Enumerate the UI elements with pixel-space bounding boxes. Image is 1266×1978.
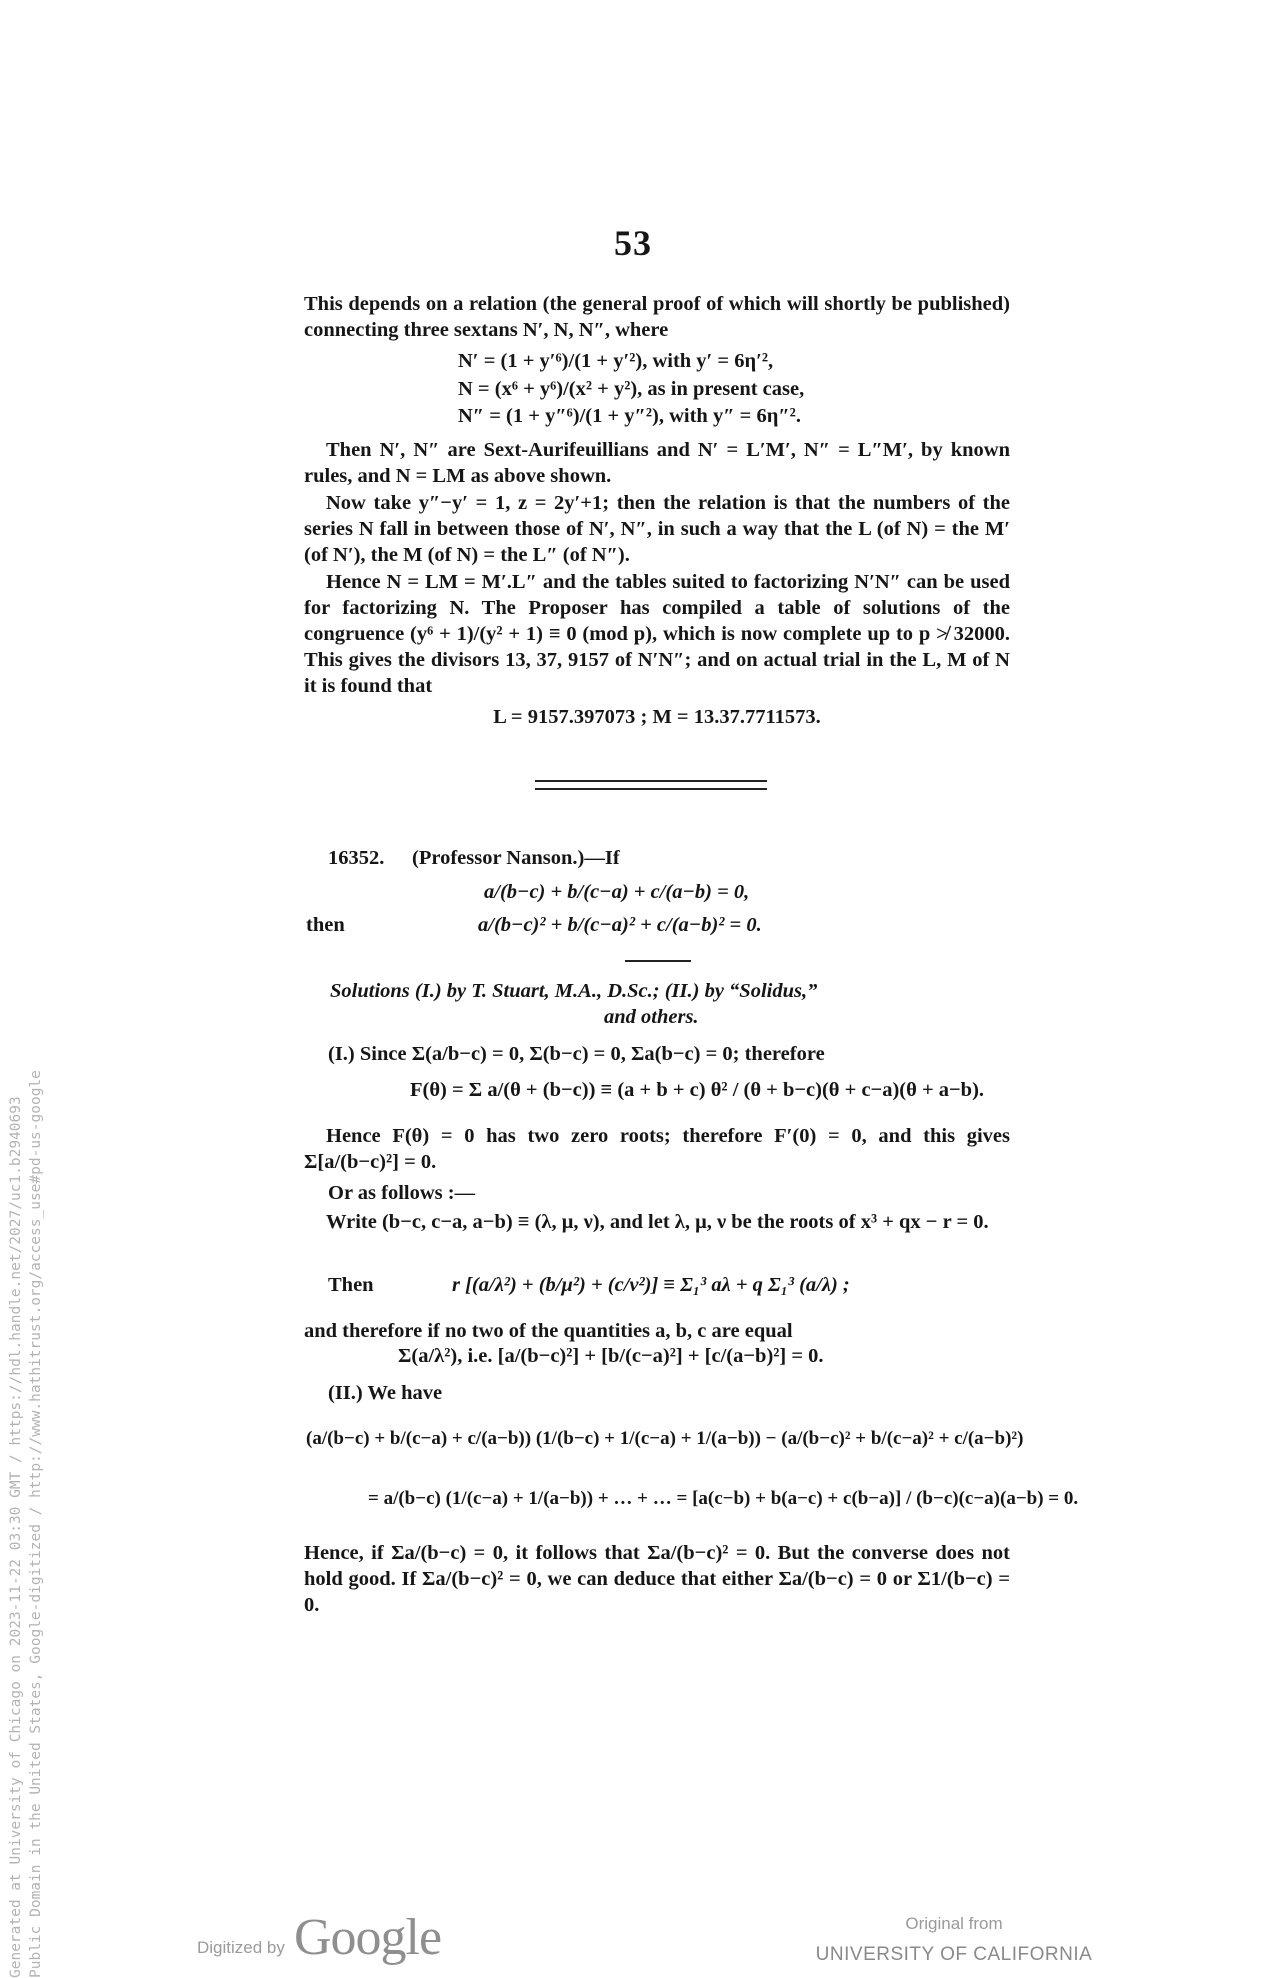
equation-big-second: = a/(b−c) (1/(c−a) + 1/(a−b)) + … + … = [a(c−b) + b(a−c) + c(b−a)] / (b−c)(c−a)(a−b) = 0.	[368, 1488, 1079, 1509]
equation-then-two: r [(a/λ²) + (b/μ²) + (c/ν²)] ≡ Σ₁³ aλ + q Σ₁³ (a/λ) ;	[452, 1274, 850, 1296]
digitized-by-label: Digitized by	[197, 1938, 285, 1957]
equation-n-prime: N′ = (1 + y′⁶)/(1 + y′²), with y′ = 6η′²,	[458, 350, 774, 372]
equation-sigma: Σ(a/λ²), i.e. [a/(b−c)²] + [b/(c−a)²] + [c/(a−b)²] = 0.	[398, 1345, 824, 1367]
then-label: then	[306, 914, 345, 936]
section-divider	[535, 780, 767, 790]
paragraph-final: Hence, if Σa/(b−c) = 0, it follows that Σa/(b−c)² = 0. But the converse does not hold good. If Σa/(b−c)² = 0, we can deduce that either Σa/(b−c) = 0 or Σ1/(b−c) = 0.	[304, 1542, 1010, 1616]
solutions-heading-line2: and others.	[604, 1006, 699, 1028]
equation-n: N = (x⁶ + y⁶)/(x² + y²), as in present case,	[458, 378, 805, 400]
solution-two-we-have: (II.) We have	[328, 1382, 443, 1404]
divider	[625, 960, 691, 962]
paragraph-then: Then N′, N″ are Sext-Aurifeuillians and N′ = L′M′, N″ = L″M′, by known rules, and N = LM as above shown.	[304, 439, 1010, 487]
equation-n-double-prime: N″ = (1 + y″⁶)/(1 + y″²), with y″ = 6η″².	[458, 405, 801, 427]
original-from-label: Original from	[905, 1914, 1003, 1933]
equation-then: a/(b−c)² + b/(c−a)² + c/(a−b)² = 0.	[478, 914, 762, 936]
problem-number: 16352.	[328, 847, 385, 869]
paragraph-now-take: Now take y″−y′ = 1, z = 2y′+1; then the relation is that the numbers of the series N fall in between those of N′, N″, in such a way that the L (of N) = the M′ (of N′), the M (of N) = the L″ (of N″).	[304, 492, 1010, 566]
page-number: 53	[614, 223, 652, 263]
university-label: UNIVERSITY OF CALIFORNIA	[815, 1944, 1093, 1965]
sidebar-generated-text: Generated at University of Chicago on 2023-11-22 03:30 GMT / https://hdl.handle.net/2027/uc1.b2940693	[8, 1096, 24, 1978]
equation-result: L = 9157.397073 ; M = 13.37.7711573.	[493, 706, 821, 728]
paragraph-hence: Hence N = LM = M′.L″ and the tables suited to factorizing N′N″ can be used for factorizing N. The Proposer has compiled a table of solutions of the congruence (y⁶ + 1)/(y² + 1) ≡ 0 (mod p), which is now complete up to p ≯ 32000. This gives the divisors 13, 37, 9157 of N′N″; and on actual trial in the L, M of N it is found that	[304, 571, 1010, 697]
paragraph-hence-two-roots: Hence F(θ) = 0 has two zero roots; therefore F′(0) = 0, and this gives Σ[a/(b−c)²] = 0.	[304, 1125, 1010, 1173]
solutions-heading: Solutions (I.) by T. Stuart, M.A., D.Sc.; (II.) by “Solidus,”	[330, 980, 818, 1002]
sidebar-public-domain-text: Public Domain in the United States, Google-digitized / http://www.hathitrust.org/access_use#pd-us-google	[28, 1070, 44, 1978]
or-as-follows: Or as follows :—	[328, 1182, 476, 1204]
paragraph-therefore: and therefore if no two of the quantities a, b, c are equal	[304, 1320, 793, 1342]
equation-f-theta: F(θ) = Σ a/(θ + (b−c)) ≡ (a + b + c) θ² / (θ + b−c)(θ + c−a)(θ + a−b).	[410, 1079, 985, 1101]
paragraph-write: Write (b−c, c−a, a−b) ≡ (λ, μ, ν), and let λ, μ, ν be the roots of x³ + qx − r = 0.	[326, 1211, 989, 1233]
solution-one-since: (I.) Since Σ(a/b−c) = 0, Σ(b−c) = 0, Σa(b−c) = 0; therefore	[328, 1043, 825, 1065]
then-label-two: Then	[328, 1274, 374, 1296]
equation-if: a/(b−c) + b/(c−a) + c/(a−b) = 0,	[484, 881, 750, 903]
google-logo: Google	[294, 1909, 442, 1966]
equation-big-first: (a/(b−c) + b/(c−a) + c/(a−b)) (1/(b−c) + 1/(c−a) + 1/(a−b)) − (a/(b−c)² + b/(c−a)² + c/(a−b)²)	[306, 1428, 1024, 1449]
intro-paragraph: This depends on a relation (the general proof of which will shortly be published) connecting three sextans N′, N, N″, where	[304, 293, 1010, 341]
problem-proposer: (Professor Nanson.)—If	[412, 847, 620, 869]
